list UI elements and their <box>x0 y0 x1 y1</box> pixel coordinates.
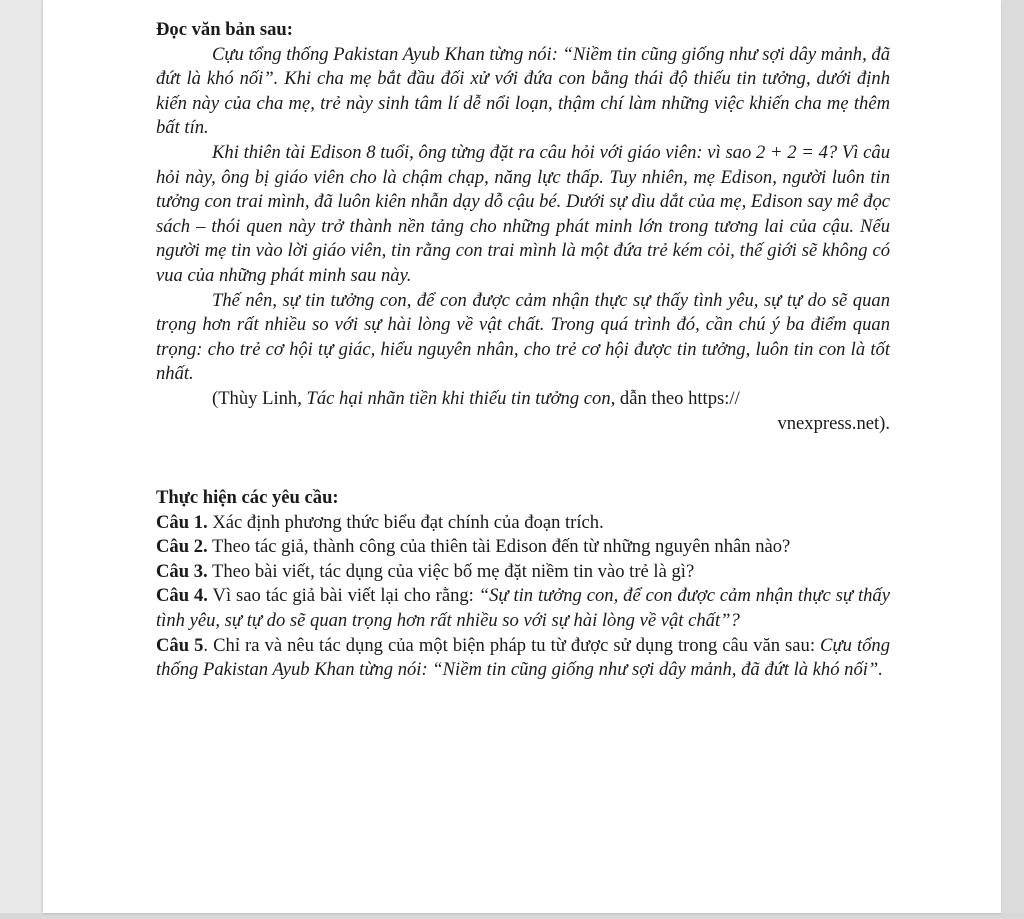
question-1 <box>156 511 890 536</box>
question-5 <box>156 634 890 683</box>
question-3 <box>156 560 890 585</box>
question-1-label: Câu 1. <box>156 511 208 533</box>
question-4-label: Câu 4. <box>156 585 208 607</box>
viewer-background-right <box>1003 0 1024 919</box>
citation-rest: dẫn theo https:// <box>615 387 740 409</box>
question-5-text: . Chỉ ra và nêu tác dụng của một biện pháp tu từ được sử dụng trong câu văn sau: <box>203 634 821 656</box>
citation-title: Tác hại nhãn tiền khi thiếu tin tưởng con, <box>306 387 616 409</box>
question-2-text: Theo tác giả, thành công của thiên tài Edison đến từ những nguyên nhân nào? <box>207 536 791 558</box>
question-5-label: Câu 5 <box>156 634 204 656</box>
question-4 <box>156 584 890 633</box>
citation-open: (Thùy Linh, <box>212 387 307 409</box>
spacer <box>156 436 890 486</box>
question-1-text: Xác định phương thức biểu đạt chính của đoạn trích. <box>207 511 604 533</box>
question-4-quote: “Sự tin tưởng con, để con được cảm nhận thực sự thấy tình yêu, sự tự do sẽ quan trọng hơn rất nhiều so với sự hài lòng về vật chất”? <box>156 585 890 632</box>
document-text <box>156 18 890 683</box>
tasks-heading: Thực hiện các yêu cầu: <box>156 487 339 509</box>
question-2-label: Câu 2. <box>156 536 208 558</box>
question-3-text: Theo bài viết, tác dụng của việc bố mẹ đặt niềm tin vào trẻ là gì? <box>207 560 695 582</box>
citation <box>156 387 890 412</box>
question-4-text: Vì sao tác giả bài viết lại cho rằng: <box>207 585 479 607</box>
paragraph-3: Thế nên, sự tin tưởng con, để con được cảm nhận thực sự thấy tình yêu, sự tự do sẽ quan trọng hơn rất nhiều so với sự hài lòng về vật chất. Trong quá trình đó, cần chú ý ba điểm quan trọng: cho trẻ cơ hội tự giác, hiểu nguyên nhân, cho trẻ cơ hội được tin tưởng, luôn tin con là tốt nhất. <box>156 289 890 385</box>
question-3-label: Câu 3. <box>156 560 208 582</box>
paragraph-1: Cựu tổng thống Pakistan Ayub Khan từng nói: “Niềm tin cũng giống như sợi dây mảnh, đã đứt là khó nối”. Khi cha mẹ bắt đầu đối xử với đứa con bằng thái độ thiếu tin tưởng, dưới định kiến này của cha mẹ, trẻ này sinh tâm lí dễ nổi loạn, thậm chí làm những việc khiến cha mẹ thêm bất tín. <box>156 43 890 139</box>
paragraph-2: Khi thiên tài Edison 8 tuổi, ông từng đặt ra câu hỏi với giáo viên: vì sao 2 + 2 = 4? Vì câu hỏi này, ông bị giáo viên cho là chậm chạp, năng lực thấp. Tuy nhiên, mẹ Edison, người luôn tin tưởng con trai mình, đã luôn kiên nhẫn dạy dỗ cậu bé. Dưới sự dìu dắt của mẹ, Edison say mê đọc sách – thói quen này trở thành nền tảng cho những phát minh lớn trong tương lai của cậu. Nếu người mẹ tin vào lời giáo viên, tin rằng con trai mình là một đứa trẻ kém cỏi, thế giới sẽ không có vua của những phát minh sau này. <box>156 141 890 286</box>
viewer-background-bottom <box>0 913 1024 919</box>
question-5-quote: Cựu tổng thống Pakistan Ayub Khan từng nói: “Niềm tin cũng giống như sợi dây mảnh, đã đứt là khó nối”. <box>156 634 890 681</box>
citation-line-2: vnexpress.net). <box>777 412 890 434</box>
question-2 <box>156 535 890 560</box>
reading-heading: Đọc văn bản sau: <box>156 19 293 40</box>
